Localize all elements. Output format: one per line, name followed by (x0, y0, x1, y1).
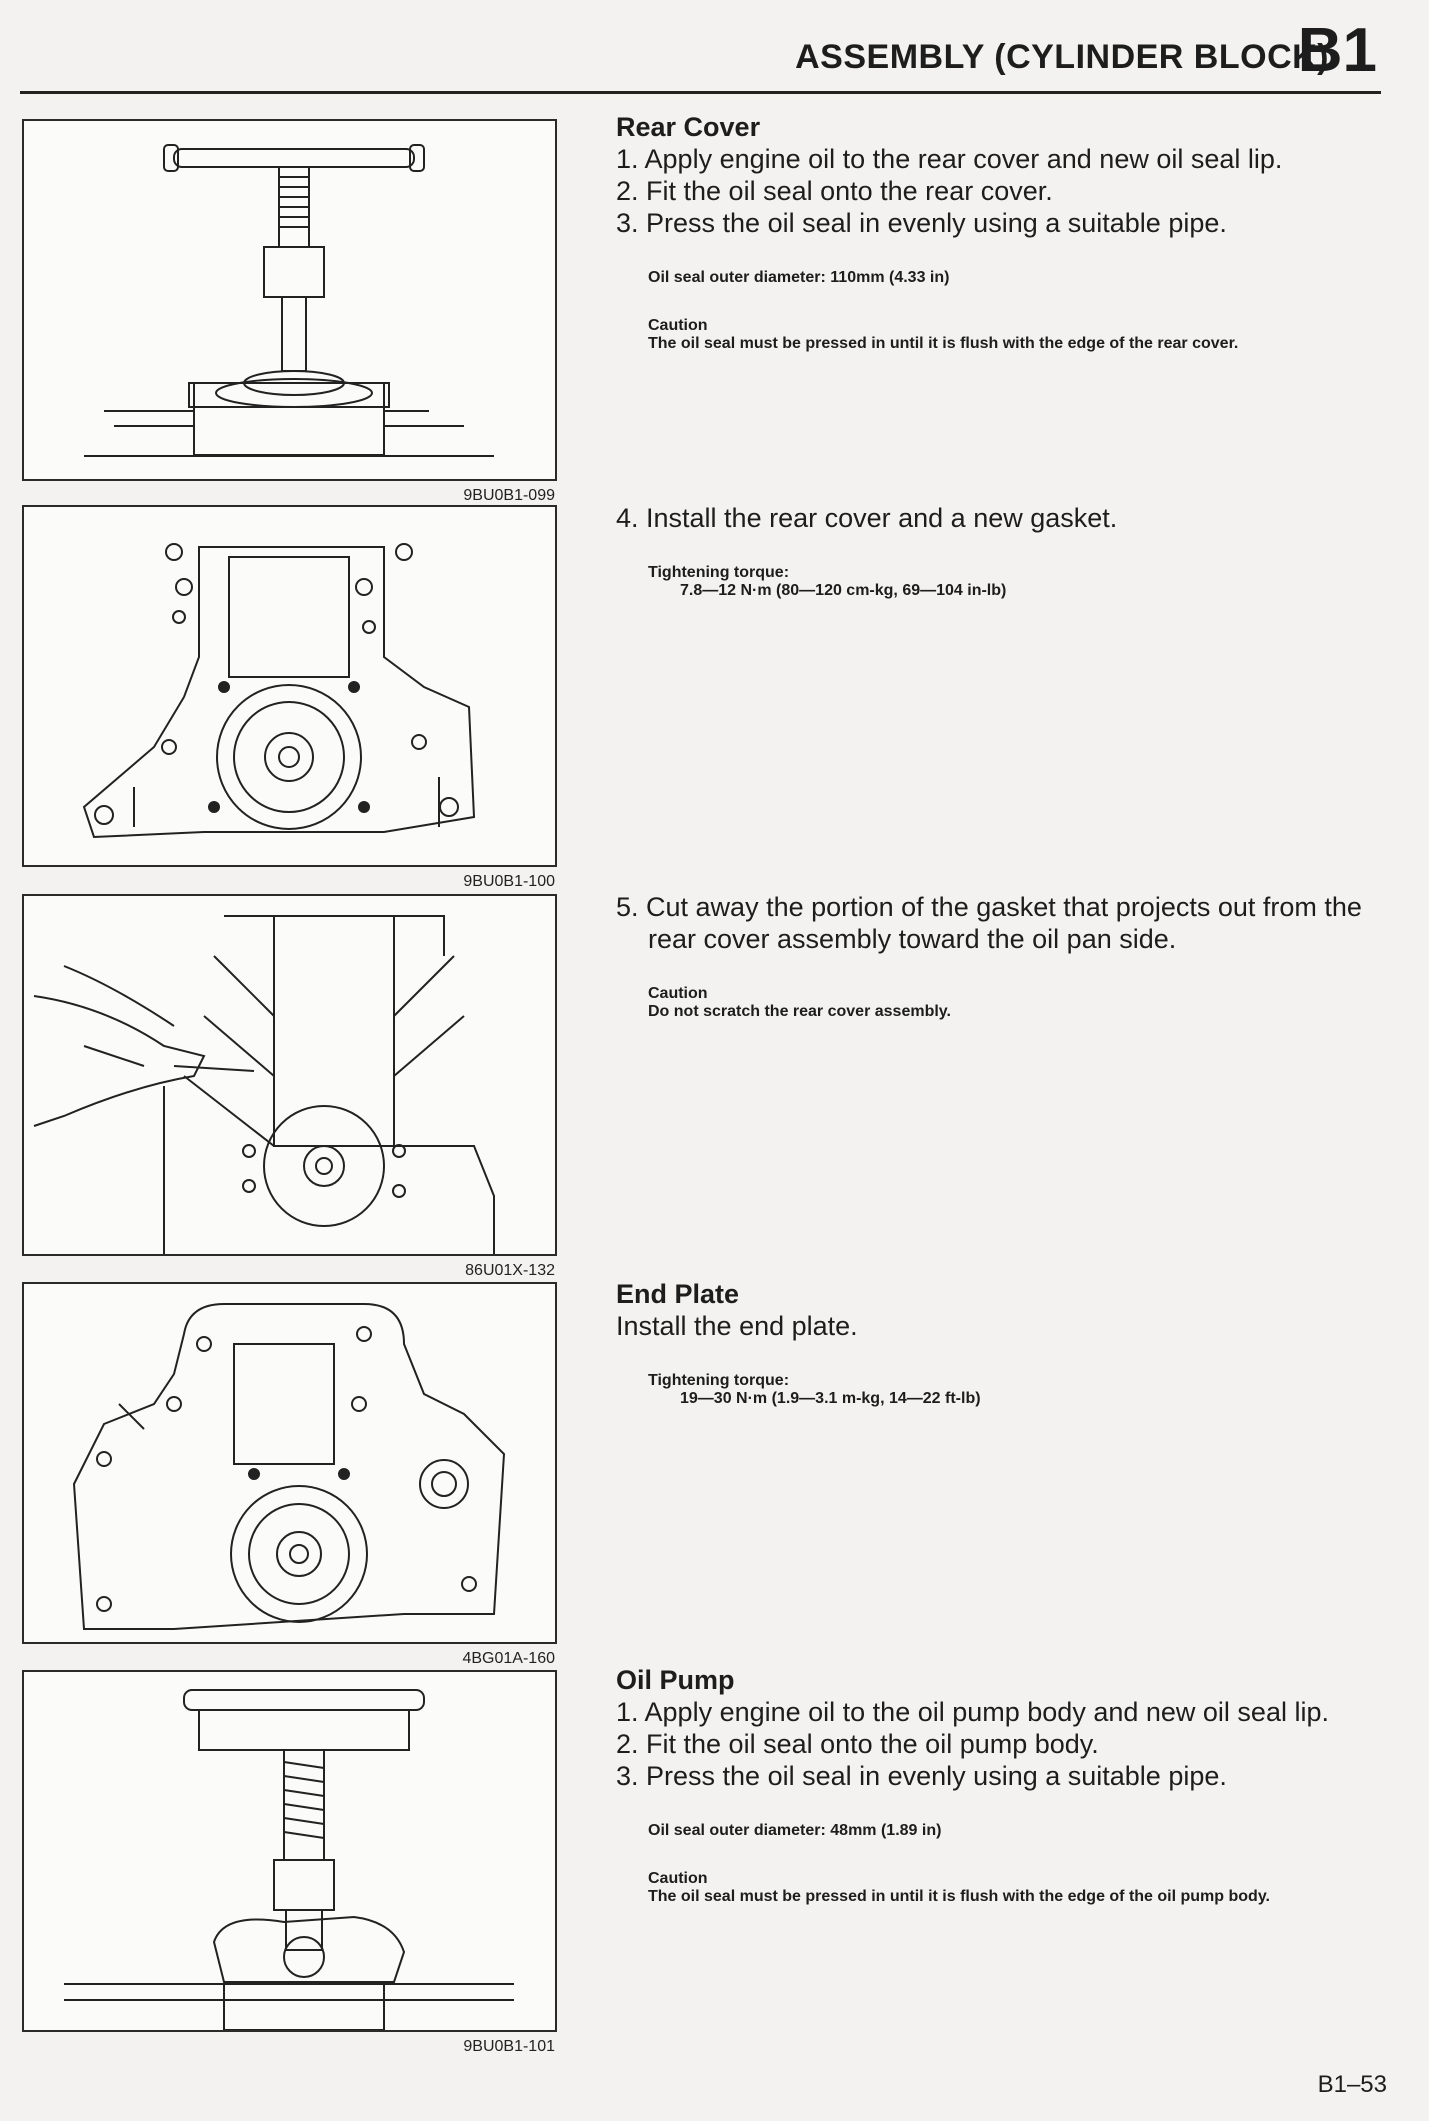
rear-cover-spec: Oil seal outer diameter: 110mm (4.33 in) (648, 269, 950, 286)
oil-pump-section (616, 1665, 1386, 1906)
oil-pump-step-1: 1. Apply engine oil to the oil pump body and new oil seal lip. (616, 1697, 1329, 1727)
section-title: ASSEMBLY (CYLINDER BLOCK) (795, 38, 1329, 76)
oil-pump-press-icon (24, 1672, 555, 2030)
rear-cover-icon (24, 507, 555, 865)
rear-cover-step-1: 1. Apply engine oil to the rear cover and new oil seal lip. (616, 144, 1283, 174)
rear-cover-step-2: 2. Fit the oil seal onto the rear cover. (616, 176, 1053, 206)
step5-text: 5. Cut away the portion of the gasket that projects out from the rear cover assembly toward the oil pan side. (616, 892, 1362, 954)
rear-cover-step-3: 3. Press the oil seal in evenly using a suitable pipe. (616, 208, 1227, 238)
step5-caution-text: Do not scratch the rear cover assembly. (648, 1003, 951, 1020)
step4-torque-value: 7.8—12 N·m (80—120 cm-kg, 69—104 in-lb) (680, 582, 1007, 599)
step4-torque-label: Tightening torque: (648, 564, 790, 581)
step4-section (616, 502, 1386, 600)
rear-cover-caution-text: The oil seal must be pressed in until it is flush with the edge of the rear cover. (648, 335, 1239, 352)
figure-oil-pump-press (22, 1670, 557, 2055)
end-plate-text: Install the end plate. (616, 1311, 858, 1341)
section-code: B1 (1297, 16, 1377, 85)
rear-cover-heading: Rear Cover (616, 112, 761, 142)
oil-pump-step-3: 3. Press the oil seal in evenly using a suitable pipe. (616, 1761, 1227, 1791)
figure-gasket-cut (22, 894, 557, 1279)
end-plate-heading: End Plate (616, 1279, 740, 1309)
figure-rear-cover-install (22, 505, 557, 890)
end-plate-torque-label: Tightening torque: (648, 1372, 790, 1389)
step5-caution-heading: Caution (648, 985, 708, 1002)
oil-pump-step-2: 2. Fit the oil seal onto the oil pump body. (616, 1729, 1099, 1759)
press-tool-icon (24, 121, 555, 479)
figure-end-plate (22, 1282, 557, 1667)
oil-pump-heading: Oil Pump (616, 1665, 735, 1695)
end-plate-icon (24, 1284, 555, 1642)
figure-rear-cover-press (22, 119, 557, 504)
rear-cover-caution-heading: Caution (648, 317, 708, 334)
rear-cover-section (616, 112, 1386, 353)
header-divider (20, 91, 1381, 94)
oil-pump-caution-heading: Caution (648, 1870, 708, 1887)
gasket-cutting-icon (24, 896, 555, 1254)
oil-pump-spec: Oil seal outer diameter: 48mm (1.89 in) (648, 1822, 942, 1839)
figure-code: 9BU0B1-101 (463, 2038, 555, 2055)
rear-cover-steps (616, 143, 1386, 239)
oil-pump-caution-text: The oil seal must be pressed in until it is flush with the edge of the oil pump body. (648, 1888, 1270, 1905)
figure-code: 9BU0B1-099 (463, 487, 555, 504)
step5-section (616, 891, 1386, 1021)
page-number: B1–53 (1317, 2071, 1387, 2098)
end-plate-torque-value: 19—30 N·m (1.9—3.1 m-kg, 14—22 ft-lb) (680, 1390, 981, 1407)
figure-code: 86U01X-132 (465, 1262, 555, 1279)
figure-code: 9BU0B1-100 (463, 873, 555, 890)
end-plate-section (616, 1279, 1386, 1408)
oil-pump-steps (616, 1696, 1386, 1792)
figure-code: 4BG01A-160 (462, 1650, 555, 1667)
step4-text: 4. Install the rear cover and a new gasket. (616, 503, 1118, 533)
